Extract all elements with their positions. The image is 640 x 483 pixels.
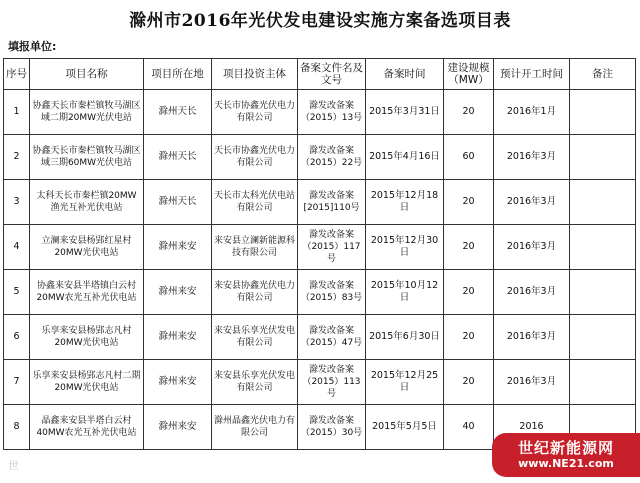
cell-note xyxy=(570,90,636,135)
cell-scale: 20 xyxy=(444,315,494,360)
cell-location: 滁州来安 xyxy=(144,315,212,360)
cell-scale: 20 xyxy=(444,180,494,225)
cell-name: 太科天长市秦栏镇20MW渔光互补光伏电站 xyxy=(30,180,144,225)
cell-note xyxy=(570,225,636,270)
cell-no: 7 xyxy=(4,360,30,405)
cell-no: 2 xyxy=(4,135,30,180)
cell-file: 滁发改备案（2015）117号 xyxy=(298,225,366,270)
header-file: 备案文件名及文号 xyxy=(298,59,366,90)
cell-no: 3 xyxy=(4,180,30,225)
header-date: 备案时间 xyxy=(366,59,444,90)
cell-start: 2016年3月 xyxy=(494,135,570,180)
header-no: 序号 xyxy=(4,59,30,90)
cell-name: 立澜来安县杨郢红星村20MW光伏电站 xyxy=(30,225,144,270)
cell-file: 滁发改备案（2015）83号 xyxy=(298,270,366,315)
cell-file: 滁发改备案（2015）13号 xyxy=(298,90,366,135)
cell-start: 2016年3月 xyxy=(494,360,570,405)
watermark-badge xyxy=(492,433,640,477)
cell-location: 滁州来安 xyxy=(144,360,212,405)
cell-file: 滁发改备案（2015）30号 xyxy=(298,405,366,450)
watermark-title: 世纪新能源网 xyxy=(517,439,614,457)
cell-investor: 天长市太科光伏电站有限公司 xyxy=(212,180,298,225)
table-row xyxy=(4,270,636,315)
header-investor: 项目投资主体 xyxy=(212,59,298,90)
table-row xyxy=(4,180,636,225)
cell-location: 滁州天长 xyxy=(144,90,212,135)
cell-start: 2016年1月 xyxy=(494,90,570,135)
cell-date: 2015年12月25日 xyxy=(366,360,444,405)
cell-note xyxy=(570,315,636,360)
cell-name: 乐享来安县杨郢志凡村20MW光伏电站 xyxy=(30,315,144,360)
cell-scale: 20 xyxy=(444,270,494,315)
cell-no: 4 xyxy=(4,225,30,270)
cell-start: 2016年3月 xyxy=(494,270,570,315)
cell-date: 2015年5月5日 xyxy=(366,405,444,450)
cell-no: 8 xyxy=(4,405,30,450)
cell-scale: 60 xyxy=(444,135,494,180)
cell-name: 乐享来安县杨郢志凡村二期20MW光伏电站 xyxy=(30,360,144,405)
table-row xyxy=(4,135,636,180)
cell-note xyxy=(570,270,636,315)
cell-location: 滁州来安 xyxy=(144,225,212,270)
cell-note xyxy=(570,360,636,405)
cell-start: 2016年3月 xyxy=(494,180,570,225)
cell-location: 滁州来安 xyxy=(144,405,212,450)
page-title: 滁州市2016年光伏发电建设实施方案备选项目表 xyxy=(129,11,511,31)
cell-location: 滁州天长 xyxy=(144,180,212,225)
cell-date: 2015年12月18日 xyxy=(366,180,444,225)
cell-start: 2016年3月 xyxy=(494,315,570,360)
cell-start: 2016年3月 xyxy=(494,225,570,270)
cell-date: 2015年6月30日 xyxy=(366,315,444,360)
cell-file: 滁发改备案（2015）22号 xyxy=(298,135,366,180)
cell-investor: 滁州晶鑫光伏电力有限公司 xyxy=(212,405,298,450)
table-row xyxy=(4,225,636,270)
table-row xyxy=(4,90,636,135)
cell-file: 滁发改备案[2015]110号 xyxy=(298,180,366,225)
cell-note xyxy=(570,180,636,225)
cell-no: 1 xyxy=(4,90,30,135)
header-start: 预计开工时间 xyxy=(494,59,570,90)
table-row xyxy=(4,360,636,405)
cell-date: 2015年12月30日 xyxy=(366,225,444,270)
cell-name: 协鑫天长市秦栏镇牧马湖区域二期20MW光伏电站 xyxy=(30,90,144,135)
cell-scale: 20 xyxy=(444,225,494,270)
cell-scale: 20 xyxy=(444,360,494,405)
cell-location: 滁州来安 xyxy=(144,270,212,315)
header-location: 项目所在地 xyxy=(144,59,212,90)
table-row xyxy=(4,315,636,360)
cell-investor: 天长市协鑫光伏电力有限公司 xyxy=(212,135,298,180)
cell-date: 2015年3月31日 xyxy=(366,90,444,135)
cell-start: 2016 xyxy=(494,405,570,450)
cell-date: 2015年10月12日 xyxy=(366,270,444,315)
header-note: 备注 xyxy=(570,59,636,90)
fill-unit-label: 填报单位: xyxy=(8,40,57,53)
watermark-url: www.NE21.com xyxy=(518,457,614,470)
cell-investor: 来安县乐享光伏发电有限公司 xyxy=(212,315,298,360)
cell-file: 滁发改备案（2015）113号 xyxy=(298,360,366,405)
table-header-row xyxy=(4,59,636,90)
cell-location: 滁州天长 xyxy=(144,135,212,180)
cell-no: 6 xyxy=(4,315,30,360)
cell-investor: 来安县协鑫光伏电力有限公司 xyxy=(212,270,298,315)
cell-investor: 来安县立澜新能源科技有限公司 xyxy=(212,225,298,270)
header-scale: 建设规模（MW） xyxy=(444,59,494,90)
cell-investor: 来安县乐享光伏发电有限公司 xyxy=(212,360,298,405)
cell-no: 5 xyxy=(4,270,30,315)
cell-investor: 天长市协鑫光伏电力有限公司 xyxy=(212,90,298,135)
project-table xyxy=(3,58,636,450)
cell-name: 协鑫来安县半塔镇白云村20MW农光互补光伏电站 xyxy=(30,270,144,315)
cell-name: 晶鑫来安县半塔白云村40MW农光互补光伏电站 xyxy=(30,405,144,450)
header-name: 项目名称 xyxy=(30,59,144,90)
cell-scale: 20 xyxy=(444,90,494,135)
cell-file: 滁发改备案（2015）47号 xyxy=(298,315,366,360)
cell-note xyxy=(570,135,636,180)
watermark-ghost-text: 世 xyxy=(8,459,19,472)
cell-name: 协鑫天长市秦栏镇牧马湖区域三期60MW光伏电站 xyxy=(30,135,144,180)
cell-date: 2015年4月16日 xyxy=(366,135,444,180)
cell-scale: 40 xyxy=(444,405,494,450)
